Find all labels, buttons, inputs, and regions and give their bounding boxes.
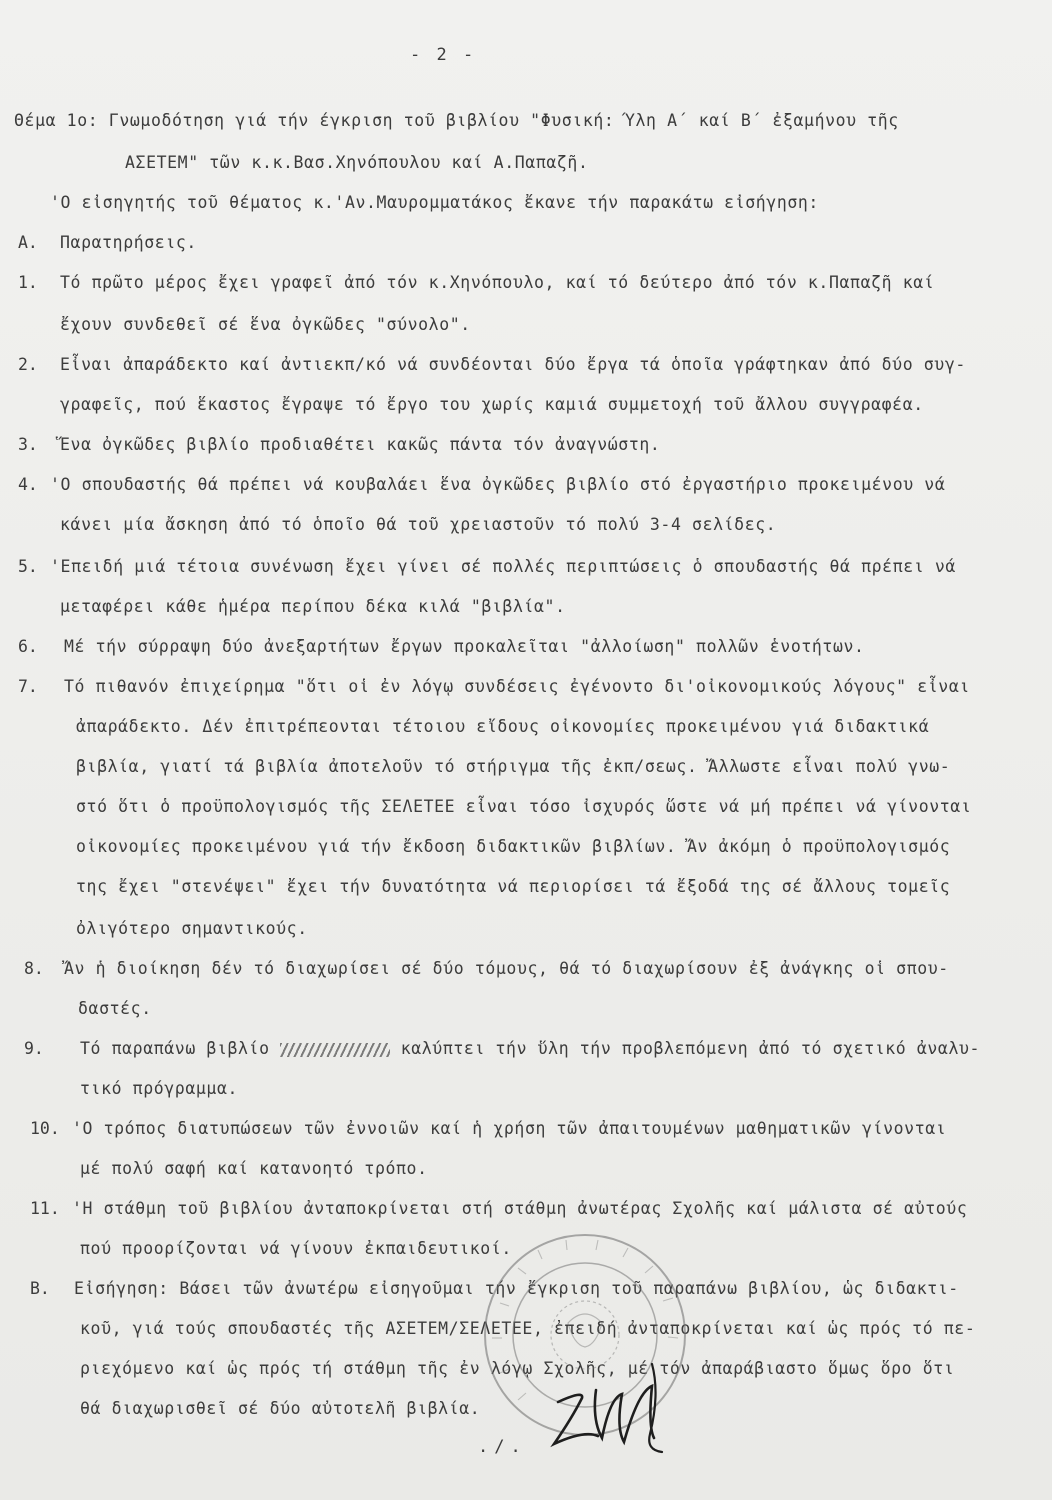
subject-line-2: ΑΣΕΤΕΜ" τῶν κ.κ.Βασ.Χηνόπουλου καί Α.Παπαζῆ. [125,153,589,172]
observation-line: 'Η στάθμη τοῦ βιβλίου ἀνταποκρίνεται στή στάθμη ἀνωτέρας Σχολῆς καί μάλιστα σέ αὐτούς [72,1199,968,1218]
observation-line: ὀλιγότερο σημαντικούς. [76,919,308,938]
observation-line: Μέ τήν σύρραψη δύο ἀνεξαρτήτων ἔργων προκαλεῖται "ἀλλοίωση" πολλῶν ἑνοτήτων. [64,637,865,656]
section-b-label: Β. [30,1279,50,1298]
observation-number: 9. [24,1039,44,1058]
recommendation-line: κοῦ, γιά τούς σπουδαστές τῆς ΑΣΕΤΕΜ/ΣΕΛΕΤΕΕ, ἐπειδή ἀνταποκρίνεται καί ὡς πρός τό πε- [80,1319,976,1338]
signature-icon [540,1350,690,1460]
observation-line: βιβλία, γιατί τά βιβλία ἀποτελοῦν τό στήριγμα τῆς ἐκπ/σεως. Ἄλλωστε εἶναι πολύ γνω- [76,757,951,776]
observation-line: 'Επειδή μιά τέτοια συνένωση ἔχει γίνει σέ πολλές περιπτώσεις ὁ σπουδαστής θά πρέπει νά [50,557,956,576]
section-a-label: Α. [18,233,38,252]
intro-line: 'Ο εἰσηγητής τοῦ θέματος κ.'Αν.Μαυρομματάκος ἔκανε τήν παρακάτω εἰσήγηση: [50,193,819,212]
observation-line: δαστές. [78,999,152,1018]
observation-number: 3. [18,435,38,454]
observation-line: πού προορίζονται νά γίνουν ἐκπαιδευτικοί. [80,1239,512,1258]
observation-line-part: Τό παραπάνω βιβλίο [80,1039,270,1058]
observation-line: τικό πρόγραμμα. [80,1079,239,1098]
observation-number: 4. [18,475,38,494]
page-number: - 2 - [410,45,477,65]
observation-line: στό ὅτι ὁ προϋπολογισμός τῆς ΣΕΛΕΤΕΕ εἶναι τόσο ἰσχυρός ὥστε νά μή πρέπει νά γίνονται [76,797,972,816]
observation-number: 11. [30,1199,60,1218]
observation-number: 6. [18,637,38,656]
observation-line: 'Ο τρόπος διατυπώσεων τῶν ἐννοιῶν καί ἡ χρήση τῶν ἀπαιτουμένων μαθηματικῶν γίνονται [72,1119,947,1138]
observation-number: 8. [24,959,44,978]
observation-number: 7. [18,677,38,696]
observation-line: της ἔχει "στενέψει" ἔχει τήν δυνατότητα νά περιορίσει τά ἔξοδά της σέ ἄλλους τομεῖς [76,877,951,896]
observation-line: Εἶναι ἀπαράδεκτο καί ἀντιεκπ/κό νά συνδέονται δύο ἔργα τά ὁποῖα γράφτηκαν ἀπό δύο συγ- [60,355,966,374]
continuation-mark: ./. [478,1437,527,1457]
observation-line: μέ πολύ σαφή καί κατανοητό τρόπο. [80,1159,428,1178]
observation-line: γραφεῖς, πού ἕκαστος ἔγραψε τό ἔργο του χωρίς καμιά συμμετοχή τοῦ ἄλλου συγγραφέα. [60,395,924,414]
observation-line-part: καλύπτει τήν ὕλη τήν προβλεπόμενη ἀπό τό σχετικό ἀναλυ- [400,1039,981,1058]
observation-line: 'Ο σπουδαστής θά πρέπει νά κουβαλάει ἕνα ὀγκῶδες βιβλίο στό ἐργαστήριο προκειμένου νά [50,475,946,494]
observation-line: Τό πρῶτο μέρος ἔχει γραφεῖ ἀπό τόν κ.Χηνόπουλο, καί τό δεύτερο ἀπό τόν κ.Παπαζῆ καί [60,273,935,292]
observation-line: Τό πιθανόν ἐπιχείρημα "ὅτι οἱ ἐν λόγῳ συνδέσεις ἐγένοντο δι'οἰκονομικούς λόγους" εἶναι [64,677,970,696]
observation-line: ἀπαράδεκτο. Δέν ἐπιτρέπεονται τέτοιου εἴδους οἰκονομίες προκειμένου γιά διδακτικά [76,717,930,736]
observation-line: ἔχουν συνδεθεῖ σέ ἕνα ὀγκῶδες "σύνολο". [60,315,471,334]
observation-line: Ἕνα ὀγκῶδες βιβλίο προδιαθέτει κακῶς πάντα τόν ἀναγνώστη. [60,435,661,454]
observation-line: Ἄν ἡ διοίκηση δέν τό διαχωρίσει σέ δύο τόμους, θά τό διαχωρίσουν ἐξ ἀνάγκης οἱ σπου- [64,959,949,978]
recommendation-line: θά διαχωρισθεῖ σέ δύο αὐτοτελῆ βιβλία. [80,1399,481,1418]
subject-line-1: Θέμα 1ο: Γνωμοδότηση γιά τήν έγκριση τοῦ βιβλίου "Φυσική: Ύλη Α΄ καί Β΄ ἐξαμήνου τῆς [14,111,899,130]
observation-number: 1. [18,273,38,292]
section-a-title: Παρατηρήσεις. [60,233,197,252]
observation-line [80,1038,980,1060]
observation-number: 10. [30,1119,60,1138]
recommendation-line: Εἰσήγηση: Βάσει τῶν ἀνωτέρω εἰσηγοῦμαι τήν ἔγκριση τοῦ παραπάνω βιβλίου, ὡς διδακτι- [74,1279,959,1298]
crossed-out-word [280,1043,390,1057]
observation-line: κάνει μία ἄσκηση ἀπό τό ὁποῖο θά τοῦ χρειαστοῦν τό πολύ 3-4 σελίδες. [60,515,777,534]
recommendation-line: ριεχόμενο καί ὡς πρός τή στάθμη τῆς ἐν λόγῳ Σχολῆς, μέ τόν ἀπαράβιαστο ὅμως ὅρο ὅτι [80,1359,955,1378]
observation-line: μεταφέρει κάθε ἡμέρα περίπου δέκα κιλά "βιβλία". [60,597,566,616]
observation-number: 5. [18,557,38,576]
observation-line: οἰκονομίες προκειμένου γιά τήν ἔκδοση διδακτικῶν βιβλίων. Ἄν ἀκόμη ὁ προϋπολογισμός [76,837,951,856]
observation-number: 2. [18,355,38,374]
